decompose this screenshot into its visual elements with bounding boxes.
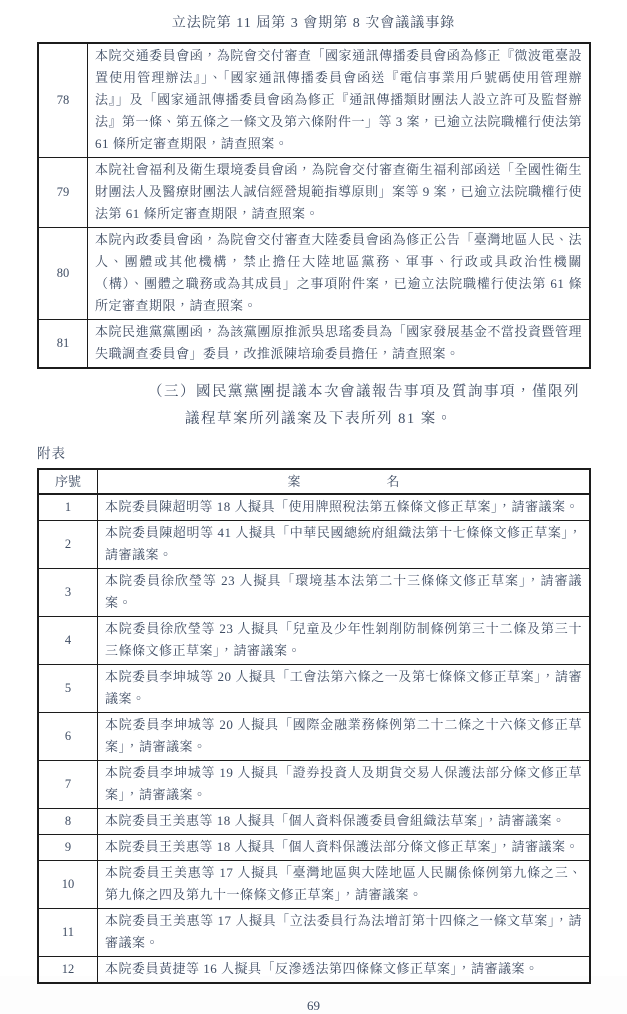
row-text: 本院委員李坤城等 19 人擬具「證券投資人及期貨交易人保護法部分條文修正草案」，請審議案。 xyxy=(98,761,591,809)
row-number: 79 xyxy=(38,158,88,228)
row-text: 本院委員李坤城等 20 人擬具「工會法第六條之一及第七條條文修正草案」，請審議案。 xyxy=(98,665,591,713)
table-row xyxy=(38,228,590,320)
row-number: 11 xyxy=(38,909,98,957)
column-header-no: 序號 xyxy=(38,469,98,494)
annex-table xyxy=(37,468,591,984)
header-case-char: 案 xyxy=(287,474,301,489)
column-header-case-name xyxy=(98,469,591,494)
row-number: 4 xyxy=(38,617,98,665)
row-number: 81 xyxy=(38,320,88,369)
table-row xyxy=(38,665,590,713)
table-row xyxy=(38,521,590,569)
annex-table-label: 附表 xyxy=(37,446,66,461)
table-row xyxy=(38,494,590,521)
table-row xyxy=(38,713,590,761)
report-table xyxy=(37,42,591,369)
table-row xyxy=(38,569,590,617)
table-row xyxy=(38,809,590,835)
row-number: 9 xyxy=(38,835,98,861)
row-text: 本院委員黃捷等 16 人擬具「反滲透法第四條條文修正草案」，請審議案。 xyxy=(98,957,591,984)
table-row xyxy=(38,835,590,861)
row-number: 3 xyxy=(38,569,98,617)
row-number: 2 xyxy=(38,521,98,569)
row-number: 6 xyxy=(38,713,98,761)
row-text: 本院民進黨黨團函，為該黨團原推派吳思瑤委員為「國家發展基金不當投資暨管理失職調查委員會」委員，改推派陳培瑜委員擔任，請查照案。 xyxy=(88,320,591,369)
table-row xyxy=(38,909,590,957)
row-text: 本院委員陳超明等 41 人擬具「中華民國總統府組織法第十七條條文修正草案」，請審議案。 xyxy=(98,521,591,569)
page-number: 69 xyxy=(307,998,320,1013)
row-number: 10 xyxy=(38,861,98,909)
row-text: 本院社會福利及衛生環境委員會函，為院會交付審查衛生福利部函送「全國性衛生財團法人及醫療財團法人誠信經營規範指導原則」案等 9 案，已逾立法院職權行使法第 61 條所定審查期限，請查照案。 xyxy=(88,158,591,228)
header-row xyxy=(38,469,590,494)
row-number: 12 xyxy=(38,957,98,984)
header-name-char: 名 xyxy=(386,474,400,489)
row-text: 本院委員徐欣瑩等 23 人擬具「兒童及少年性剝削防制條例第三十二條及第三十三條條文修正草案」，請審議案。 xyxy=(98,617,591,665)
row-text: 本院委員李坤城等 20 人擬具「國際金融業務條例第二十二條之十六條文修正草案」，請審議案。 xyxy=(98,713,591,761)
row-text: 本院內政委員會函，為院會交付審查大陸委員會函為修正公告「臺灣地區人民、法人、團體或其他機構，禁止擔任大陸地區黨務、軍事、行政或具政治性機關（構）、團體之職務或為其成員」之事項附件案，已逾立法院職權行使法第 61 條所定審查期限，請查照案。 xyxy=(88,228,591,320)
row-text: 本院交通委員會函，為院會交付審查「國家通訊傳播委員會函為修正『微波電臺設置使用管理辦法』」、「國家通訊傳播委員會函送『電信事業用戶號碼使用管理辦法』」及「國家通訊傳播委員會函為修正『通訊傳播類財團法人設立許可及監督辦法』第一條、第五條之一條文及第六條附件一」等 3 案，已逾立法院職權行使法第 61 條所定審查期限，請查照案。 xyxy=(88,43,591,158)
page-title: 立法院第 11 屆第 3 會期第 8 次會議議事錄 xyxy=(171,16,456,31)
row-number: 1 xyxy=(38,494,98,521)
table-row xyxy=(38,43,590,158)
table-row xyxy=(38,861,590,909)
row-number: 8 xyxy=(38,809,98,835)
table-row xyxy=(38,957,590,984)
row-text: 本院委員王美惠等 18 人擬具「個人資料保護法部分條文修正草案」，請審議案。 xyxy=(98,835,591,861)
motion-paragraph xyxy=(148,379,627,433)
row-number: 7 xyxy=(38,761,98,809)
row-number: 78 xyxy=(38,43,88,158)
motion-line-1: （三）國民黨黨團提議本次會議報告事項及質詢事項，僅限列 xyxy=(148,384,580,400)
row-text: 本院委員徐欣瑩等 23 人擬具「環境基本法第二十三條條文修正草案」，請審議案。 xyxy=(98,569,591,617)
table-row xyxy=(38,320,590,369)
row-number: 5 xyxy=(38,665,98,713)
table-row xyxy=(38,158,590,228)
row-text: 本院委員王美惠等 18 人擬具「個人資料保護委員會組織法草案」，請審議案。 xyxy=(98,809,591,835)
row-text: 本院委員王美惠等 17 人擬具「臺灣地區與大陸地區人民關係條例第九條之三、第九條之四及第九十一條條文修正草案」，請審議案。 xyxy=(98,861,591,909)
table-row xyxy=(38,761,590,809)
table-row xyxy=(38,617,590,665)
motion-line-2: 議程草案所列議案及下表所列 81 案。 xyxy=(185,411,453,427)
row-number: 80 xyxy=(38,228,88,320)
row-text: 本院委員王美惠等 17 人擬具「立法委員行為法增訂第十四條之一條文草案」，請審議案。 xyxy=(98,909,591,957)
row-text: 本院委員陳超明等 18 人擬具「使用牌照稅法第五條條文修正草案」，請審議案。 xyxy=(98,494,591,521)
